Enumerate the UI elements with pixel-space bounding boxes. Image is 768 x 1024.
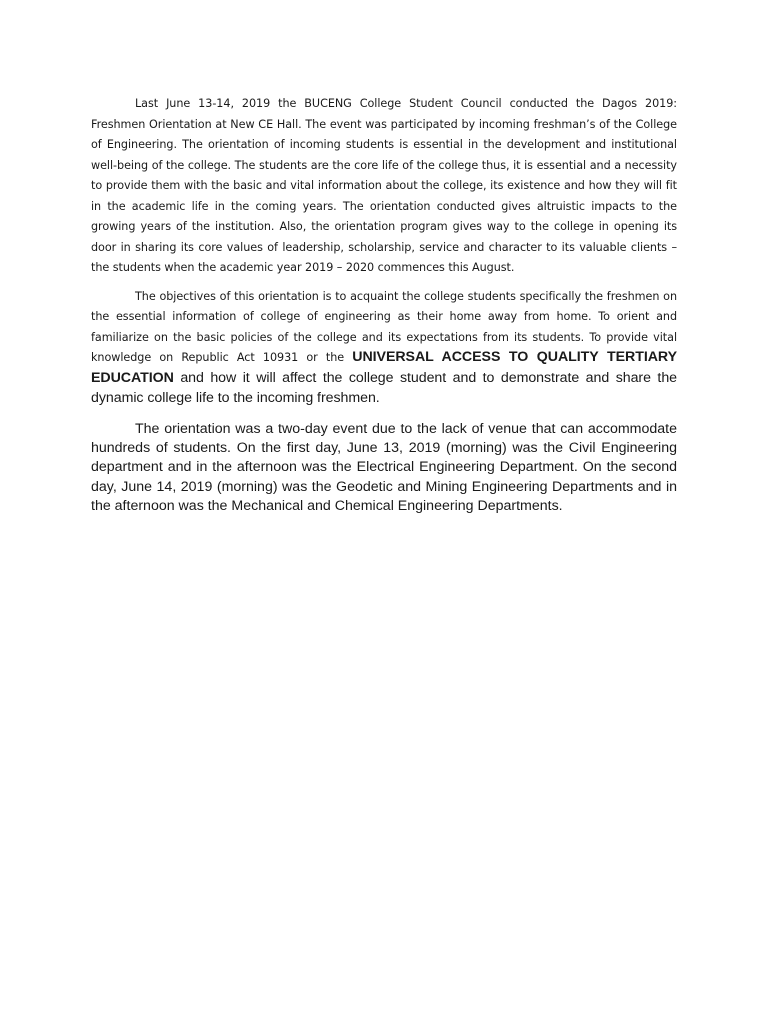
objectives-lead-text: The objectives of this orientation is to acquaint the college students specifically the freshmen on the essential information of college of engineering as their home away from home. To orient and familiarize on the basic policies of the college and its expectations from its students. To provide vital knowledge on Republic Act 10931 or the bbox=[91, 289, 677, 364]
objectives-tail-text: and how it will affect the college student and to demonstrate and share the dynamic college life to the incoming freshmen. bbox=[91, 369, 677, 406]
paragraph-objectives bbox=[91, 287, 677, 410]
objectives-emphasis-text: UNIVERSAL ACCESS TO QUALITY TERTIARY EDUCATION bbox=[91, 349, 677, 386]
paragraph-event-summary: Last June 13-14, 2019 the BUCENG College Student Council conducted the Dagos 2019: Freshmen Orientation at New CE Hall. The event was participated by incoming freshman’s of the College of Engineering. The orientation of incoming students is essential in the development and institutional well-being of the college. The students are the core life of the college thus, it is essential and a necessity to provide them with the basic and vital information about the college, its existence and how they will fit in the academic life in the coming years. The orientation conducted gives altruistic impacts to the growing years of the institution. Also, the orientation program gives way to the college in opening its door in sharing its core values of leadership, scholarship, service and character to its valuable clients – the students when the academic year 2019 – 2020 commences this August. bbox=[91, 97, 677, 274]
document-body bbox=[91, 94, 677, 517]
paragraph-schedule: The orientation was a two-day event due to the lack of venue that can accommodate hundreds of students. On the first day, June 13, 2019 (morning) was the Civil Engineering department and in the afternoon was the Electrical Engineering Department. On the second day, June 14, 2019 (morning) was the Geodetic and Mining Engineering Departments and in the afternoon was the Mechanical and Chemical Engineering Departments. bbox=[91, 420, 677, 515]
